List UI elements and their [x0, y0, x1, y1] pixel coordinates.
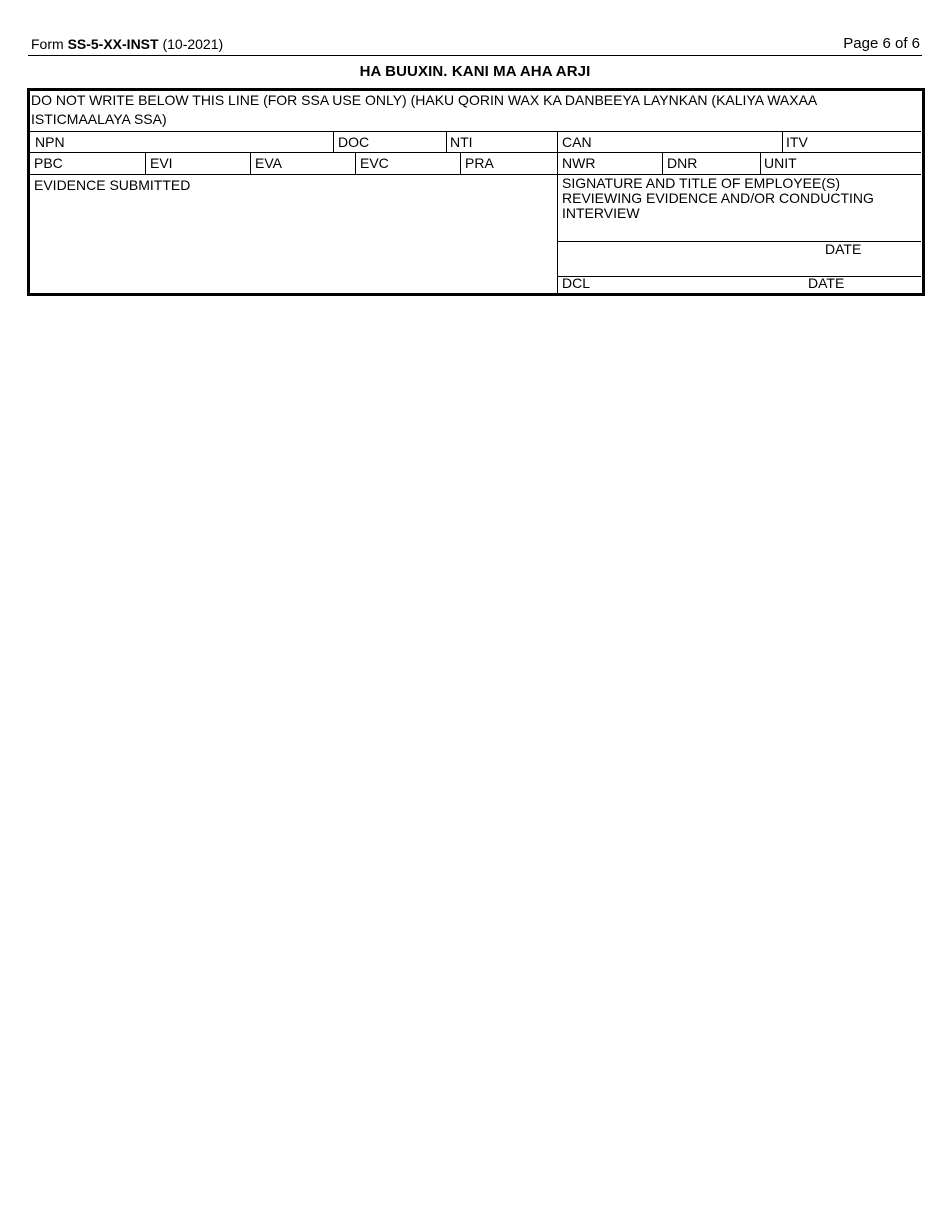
- form-identifier: [31, 36, 223, 52]
- pbc-field: PBC: [34, 155, 63, 171]
- form-date: (10-2021): [158, 36, 224, 52]
- column-divider: [460, 152, 461, 174]
- column-divider: [333, 131, 334, 152]
- unit-field: UNIT: [764, 155, 797, 171]
- evc-field: EVC: [360, 155, 389, 171]
- npn-field: NPN: [35, 134, 65, 150]
- column-divider: [446, 131, 447, 152]
- row-divider: [558, 241, 921, 242]
- can-field: CAN: [562, 134, 592, 150]
- doc-field: DOC: [338, 134, 370, 150]
- column-divider: [250, 152, 251, 174]
- date-field: DATE: [825, 241, 862, 257]
- column-divider: [355, 152, 356, 174]
- row-divider: [30, 131, 921, 132]
- evi-field: EVI: [150, 155, 173, 171]
- section-divider: [557, 131, 558, 293]
- row-divider: [30, 152, 921, 153]
- ssa-notice: DO NOT WRITE BELOW THIS LINE (FOR SSA USE ONLY) (HAKU QORIN WAX KA DANBEEYA LAYNKAN (KALIYA WAXAA ISTICMAALAYA SSA): [31, 92, 817, 127]
- column-divider: [760, 152, 761, 174]
- dcl-date-field: DATE: [808, 275, 845, 291]
- column-divider: [145, 152, 146, 174]
- column-divider: [662, 152, 663, 174]
- row-divider: [558, 276, 921, 277]
- page-title: HA BUUXIN. KANI MA AHA ARJI: [359, 63, 591, 80]
- column-divider: [782, 131, 783, 152]
- signature-title-field: SIGNATURE AND TITLE OF EMPLOYEE(S) REVIEWING EVIDENCE AND/OR CONDUCTING INTERVIEW: [562, 175, 874, 221]
- evidence-submitted-field: EVIDENCE SUBMITTED: [34, 177, 191, 193]
- dnr-field: DNR: [667, 155, 698, 171]
- nwr-field: NWR: [562, 155, 596, 171]
- nti-field: NTI: [450, 134, 473, 150]
- eva-field: EVA: [255, 155, 282, 171]
- form-number: SS-5-XX-INST: [67, 36, 159, 52]
- header-divider: [28, 55, 922, 56]
- form-prefix: Form: [31, 36, 68, 52]
- itv-field: ITV: [786, 134, 808, 150]
- dcl-field: DCL: [562, 275, 591, 291]
- pra-field: PRA: [465, 155, 494, 171]
- page-number: Page 6 of 6: [843, 35, 920, 52]
